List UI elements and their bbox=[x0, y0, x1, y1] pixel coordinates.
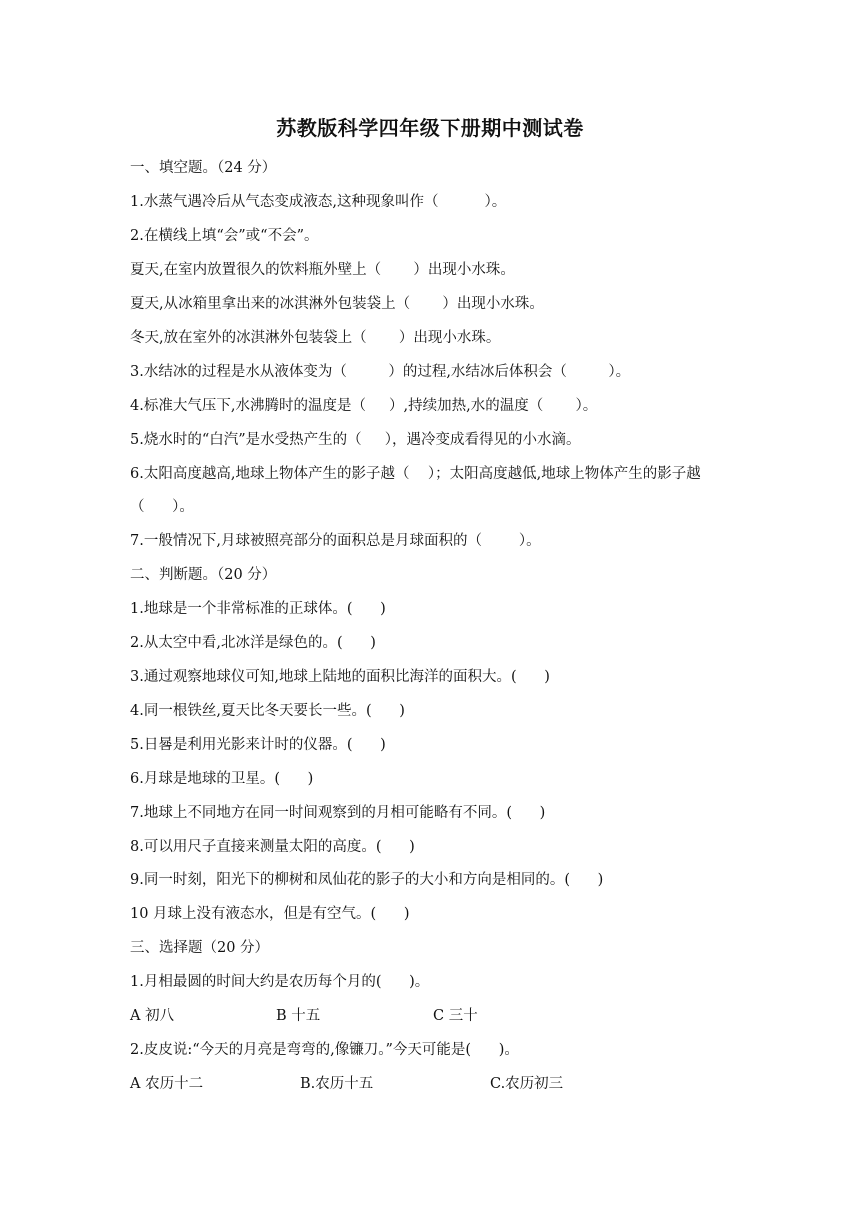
question-line: 10 月球上没有液态水，但是有空气。( ) bbox=[130, 906, 410, 922]
question-line: 夏天,从冰箱里拿出来的冰淇淋外包装袋上（ ）出现小水珠。 bbox=[130, 296, 544, 312]
question-line: 冬天,放在室外的冰淇淋外包装袋上（ ）出现小水珠。 bbox=[130, 330, 501, 346]
option-c: C 三十 bbox=[433, 1008, 478, 1024]
question-line: （ ）。 bbox=[130, 499, 194, 515]
option-a: A 初八 bbox=[130, 1008, 175, 1024]
option-c: C.农历初三 bbox=[490, 1076, 564, 1092]
question-line: 1.月相最圆的时间大约是农历每个月的( )。 bbox=[130, 974, 430, 990]
question-line: 3.水结冰的过程是水从液体变为（ ）的过程,水结冰后体积会（ ）。 bbox=[130, 364, 631, 380]
section-heading-fill-blank: 一、填空题。（24 分） bbox=[130, 160, 277, 176]
question-line: 夏天,在室内放置很久的饮料瓶外壁上（ ）出现小水珠。 bbox=[130, 262, 515, 278]
question-line: 4.同一根铁丝,夏天比冬天要长一些。( ) bbox=[130, 703, 405, 719]
page-title: 苏教版科学四年级下册期中测试卷 bbox=[276, 116, 584, 140]
question-line: 6.月球是地球的卫星。( ) bbox=[130, 771, 314, 787]
question-line: 7.一般情况下,月球被照亮部分的面积总是月球面积的（ ）。 bbox=[130, 533, 541, 549]
option-b: B 十五 bbox=[276, 1008, 321, 1024]
question-line: 9.同一时刻，阳光下的柳树和凤仙花的影子的大小和方向是相同的。( ) bbox=[130, 872, 604, 888]
question-line: 1.水蒸气遇冷后从气态变成液态,这种现象叫作（ ）。 bbox=[130, 194, 507, 210]
question-line: 5.烧水时的“白汽”是水受热产生的（ ），遇冷变成看得见的小水滴。 bbox=[130, 432, 581, 448]
section-heading-choice: 三、选择题（20 分） bbox=[130, 940, 270, 956]
question-line: 2.从太空中看,北冰洋是绿色的。( ) bbox=[130, 635, 376, 651]
question-line: 1.地球是一个非常标准的正球体。( ) bbox=[130, 601, 386, 617]
option-a: A 农历十二 bbox=[130, 1076, 204, 1092]
question-line: 2.皮皮说:“今天的月亮是弯弯的,像镰刀。”今天可能是( )。 bbox=[130, 1042, 519, 1058]
question-line: 5.日晷是利用光影来计时的仪器。( ) bbox=[130, 737, 386, 753]
question-line: 4.标准大气压下,水沸腾时的温度是（ ）,持续加热,水的温度（ ）。 bbox=[130, 398, 598, 414]
section-heading-true-false: 二、判断题。（20 分） bbox=[130, 567, 277, 583]
question-line: 3.通过观察地球仪可知,地球上陆地的面积比海洋的面积大。( ) bbox=[130, 669, 550, 685]
question-line: 6.太阳高度越高,地球上物体产生的影子越（ ）；太阳高度越低,地球上物体产生的影子越 bbox=[130, 466, 701, 482]
option-b: B.农历十五 bbox=[300, 1076, 374, 1092]
question-line: 2.在横线上填“会”或“不会”。 bbox=[130, 228, 319, 244]
question-line: 7.地球上不同地方在同一时间观察到的月相可能略有不同。( ) bbox=[130, 805, 546, 821]
question-line: 8.可以用尺子直接来测量太阳的高度。( ) bbox=[130, 839, 415, 855]
